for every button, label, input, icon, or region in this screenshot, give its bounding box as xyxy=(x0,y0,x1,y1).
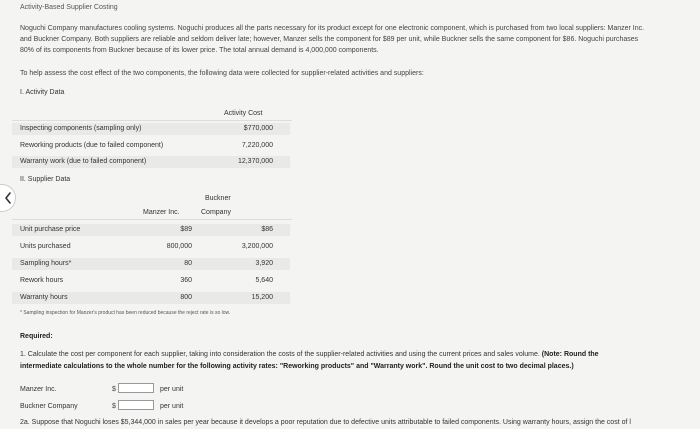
supplier-footnote: * Sampling inspection for Manzer's product has been reduced because the reject rate is so low. xyxy=(20,310,231,316)
answer-label-manzer: Manzer Inc. xyxy=(20,386,57,393)
activity-row-label: Warranty work (due to failed component) xyxy=(20,158,147,165)
supplier-row-label: Units purchased xyxy=(20,243,71,250)
buckner-value: 3,920 xyxy=(255,260,273,267)
supplier-header-rule xyxy=(12,219,292,220)
required-label: Required: xyxy=(20,333,53,340)
activity-row-label: Reworking products (due to failed component) xyxy=(20,142,164,149)
question-1-text: 1. Calculate the cost per component for each supplier, taking into consideration the costs of the supplier-related activities and using the current prices and sales volume. xyxy=(20,351,542,358)
activity-data-heading: I. Activity Data xyxy=(20,89,65,96)
supplier-row-label: Sampling hours* xyxy=(20,260,72,267)
currency-symbol: $ xyxy=(112,403,116,410)
currency-symbol: $ xyxy=(112,386,116,393)
buckner-value: 15,200 xyxy=(251,294,273,301)
previous-page-button[interactable] xyxy=(0,184,16,212)
activity-row-value: 12,370,000 xyxy=(237,158,273,165)
supplier-row-label: Unit purchase price xyxy=(20,226,81,233)
question-1-note: (Note: Round the xyxy=(541,351,599,358)
buckner-value: 3,200,000 xyxy=(241,243,273,250)
chevron-left-icon xyxy=(4,192,12,204)
activity-header-rule xyxy=(12,120,292,121)
answer-label-buckner: Buckner Company xyxy=(20,403,78,410)
manzer-value: $89 xyxy=(180,226,192,233)
page-title: Activity-Based Supplier Costing xyxy=(20,4,118,11)
buckner-value: 5,640 xyxy=(255,277,273,284)
intro-line-3: 80% of its components from Buckner because of its lower price. The total annual demand is 4,000,000 components. xyxy=(20,47,379,54)
supplier-row-label: Rework hours xyxy=(20,277,64,284)
intro-line-4: To help assess the cost effect of the two components, the following data were collected for supplier-related activities and suppliers: xyxy=(20,70,424,77)
intro-line-1: Noguchi Company manufactures cooling systems. Noguchi produces all the parts necessary for its product except for one electronic component, which is purchased from two local suppliers: Manzer Inc. xyxy=(20,25,645,32)
supplier-data-heading: II. Supplier Data xyxy=(20,176,71,183)
buckner-value: $86 xyxy=(261,226,273,233)
manzer-value: 360 xyxy=(180,277,192,284)
question-1-line-1 xyxy=(20,351,599,360)
activity-cost-header: Activity Cost xyxy=(224,110,263,117)
buckner-header-line2: Company xyxy=(201,209,231,216)
question-2a: 2a. Suppose that Noguchi loses $5,344,000 in sales per year because it develops a poor reputation due to defective units attributable to failed components. Using warranty hours, assign the cost of l xyxy=(20,419,631,426)
manzer-cost-input[interactable] xyxy=(118,383,154,393)
unit-label: per unit xyxy=(160,403,184,410)
activity-row-label: Inspecting components (sampling only) xyxy=(20,125,142,132)
activity-row-value: 7,220,000 xyxy=(241,142,273,149)
unit-label: per unit xyxy=(160,386,184,393)
manzer-value: 800 xyxy=(180,294,192,301)
intro-line-2: and Buckner Company. Both suppliers are reliable and seldom deliver late; however, Manzer sells the component for $89 per unit, while Buckner sells the same component for $86. Noguchi purchases xyxy=(20,36,639,43)
buckner-header-line1: Buckner xyxy=(205,195,231,202)
manzer-value: 800,000 xyxy=(166,243,192,250)
manzer-header: Manzer Inc. xyxy=(143,209,180,216)
activity-row-value: $770,000 xyxy=(243,125,273,132)
buckner-cost-input[interactable] xyxy=(118,400,154,410)
question-1-line-2: intermediate calculations to the whole number for the following activity rates: "Reworking products" and "Warranty work". Round the unit cost to two decimal places.) xyxy=(20,363,574,370)
supplier-row-label: Warranty hours xyxy=(20,294,68,301)
manzer-value: 80 xyxy=(184,260,192,267)
